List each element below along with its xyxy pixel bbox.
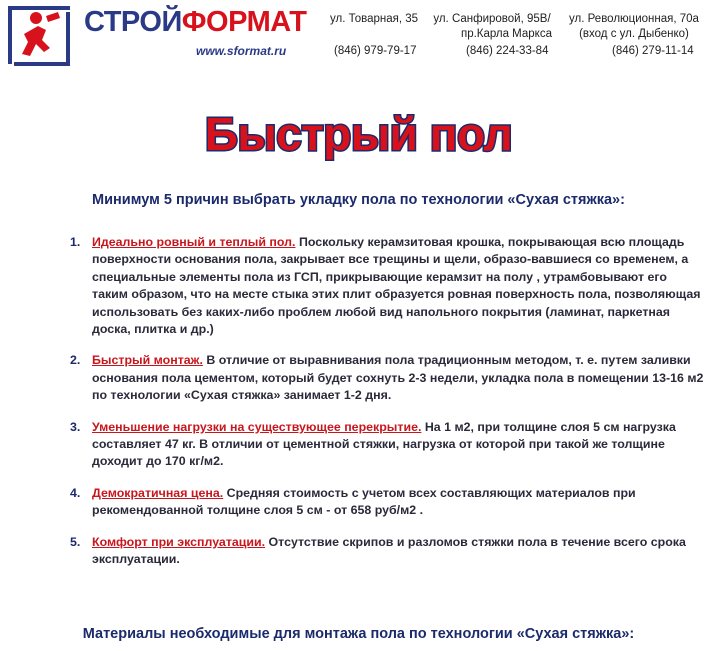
reason-text: Отсутствие скрипов и разломов стяжки пола в течение всего срока эксплуатации. [92, 534, 686, 567]
stroyformat-logo-icon [6, 4, 72, 68]
location-2-address-line2: пр.Карла Маркса [460, 28, 552, 40]
header [0, 0, 717, 75]
reason-item-1 [70, 234, 705, 338]
reason-number: 1. [70, 235, 81, 249]
materials-heading: Материалы необходимые для монтажа пола по технологии «Сухая стяжка»: [82, 626, 635, 642]
reason-heading: Демократичная цена. [92, 485, 224, 500]
reason-text: Средняя стоимость с учетом всех составляющих материалов при рекомендованной толщине слоя 5 см - от 658 руб/м2 . [92, 485, 636, 518]
reason-item-2 [70, 352, 705, 404]
reasons-subtitle: Минимум 5 причин выбрать укладку пола по технологии «Сухая стяжка»: [92, 192, 625, 208]
reason-number: 3. [70, 419, 81, 434]
page-title [180, 100, 537, 166]
location-1-phone: (846) 979-79-17 [334, 45, 417, 57]
location-2-phone: (846) 224-33-84 [466, 45, 549, 57]
location-3-address-line1: ул. Революционная, 70а [569, 13, 699, 25]
reason-number: 5. [70, 534, 81, 549]
reasons-list [70, 234, 705, 583]
website-link[interactable]: www.sformat.ru [196, 44, 287, 58]
reason-number: 4. [70, 485, 81, 500]
reason-heading: Уменьшение нагрузки на существующее перекрытие. [92, 419, 422, 434]
reason-item-5 [70, 534, 705, 569]
location-3-address-line2: (вход с ул. Дыбенко) [579, 28, 689, 40]
reason-item-3 [70, 419, 705, 471]
reason-heading: Быстрый монтаж. [92, 353, 203, 368]
brand-name-part2: ФОРМАТ [181, 6, 307, 38]
brand-name-part1: СТРОЙ [84, 6, 182, 38]
location-1-address [330, 12, 418, 27]
location-3-phone: (846) 279-11-14 [612, 45, 694, 57]
reason-heading: Идеально ровный и теплый пол. [92, 235, 296, 249]
location-3-address [564, 12, 704, 42]
reason-heading: Комфорт при эксплуатации. [92, 534, 266, 549]
location-2-address [432, 12, 552, 42]
reason-text: На 1 м2, при толщине слоя 5 см нагрузка составляет 47 кг. В отличии от цементной стяжки, нагрузка от которой при такой же толщине доходит до 170 кг/м2. [92, 419, 676, 469]
page-title-text: Быстрый пол [204, 108, 513, 160]
reason-item-4 [70, 485, 705, 520]
brand-name [84, 8, 306, 37]
location-1-address-line1: ул. Товарная, 35 [330, 13, 419, 25]
location-2-address-line1: ул. Санфировой, 95В/ [433, 13, 551, 25]
reason-text: В отличие от выравнивания пола традиционным методом, т. е. путем заливки основания пола цементом, который будет сохнуть 2-3 недели, укладка пола в помещении 13-16 м2 по технологии «Сухая стяжка» занимает 1-2 дня. [92, 353, 704, 403]
reason-number: 2. [70, 353, 81, 368]
reason-text: Поскольку керамзитовая крошка, покрывающая всю площадь поверхности основания пола, закрывает все трещины и щели, образо-вавшиеся со временем, а специальные элементы пола из ГСП, прикрывающие керамзит на полу , утрамбовывают его таким образом, что на месте стыка этих плит образуется ровная поверхность пола, позволяющая использовать без каких-либо проблем любой вид напольного покрытия (ламинат, паркетная доска, плитка и др.) [92, 235, 701, 337]
